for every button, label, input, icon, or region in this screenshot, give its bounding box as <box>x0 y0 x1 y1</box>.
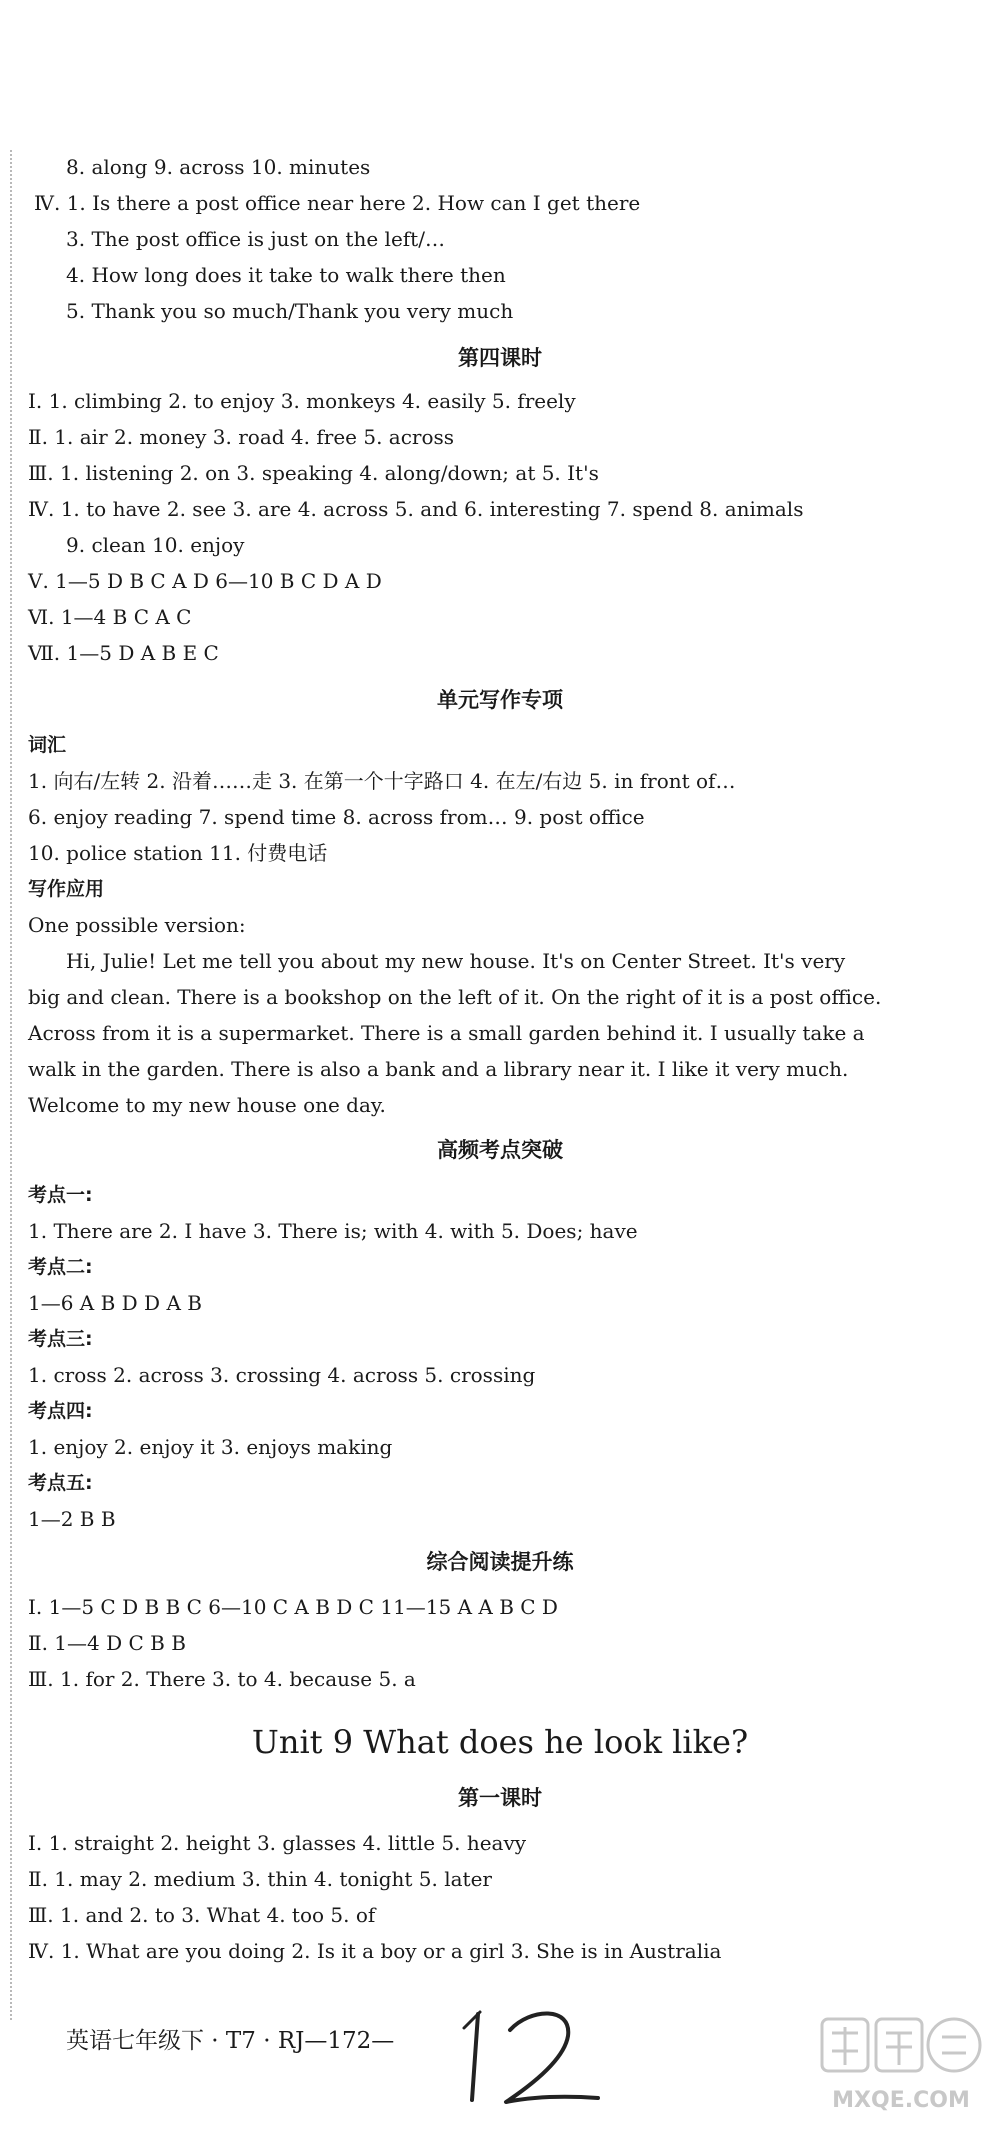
answer-line: Ⅱ. 1—4 D C B B <box>28 1631 186 1655</box>
answer-line: Ⅶ. 1—5 D A B E C <box>28 641 219 665</box>
essay-line: Welcome to my new house one day. <box>28 1093 386 1117</box>
answer-line: 5. Thank you so much/Thank you very much <box>66 299 514 323</box>
key-point-label: 考点一: <box>28 1184 93 1206</box>
handwritten-number-12 <box>450 2000 610 2110</box>
section-heading-writing: 单元写作专项 <box>437 688 563 712</box>
key-point-label: 考点五: <box>28 1472 93 1494</box>
answer-line: Ⅰ. 1—5 C D B B C 6—10 C A B D C 11—15 A A B C D <box>28 1595 558 1619</box>
answer-line: Ⅳ. 1. to have 2. see 3. are 4. across 5. and 6. interesting 7. spend 8. animals <box>28 497 804 521</box>
answer-line: Ⅱ. 1. may 2. medium 3. thin 4. tonight 5. later <box>28 1867 492 1891</box>
section-heading-lesson4: 第四课时 <box>458 346 542 370</box>
key-point-answer: 1. There are 2. I have 3. There is; with 4. with 5. Does; have <box>28 1219 638 1243</box>
answer-line: Ⅰ. 1. straight 2. height 3. glasses 4. little 5. heavy <box>28 1831 527 1855</box>
key-point-answer: 1. enjoy 2. enjoy it 3. enjoys making <box>28 1435 393 1459</box>
section-heading-reading: 综合阅读提升练 <box>426 1550 574 1574</box>
answer-line: Ⅲ. 1. for 2. There 3. to 4. because 5. a <box>28 1667 416 1691</box>
answer-line: 3. The post office is just on the left/… <box>66 227 445 251</box>
answer-line: 9. clean 10. enjoy <box>66 533 245 557</box>
key-point-label: 考点二: <box>28 1256 93 1278</box>
answer-line: Ⅲ. 1. listening 2. on 3. speaking 4. along/down; at 5. It's <box>28 461 599 485</box>
answer-line: 4. How long does it take to walk there then <box>66 263 506 287</box>
answer-line: 8. along 9. across 10. minutes <box>66 155 371 179</box>
page-footer: 英语七年级下 · T7 · RJ—172— <box>66 2028 395 2054</box>
key-point-answer: 1—6 A B D D A B <box>28 1291 202 1315</box>
answer-line: Ⅴ. 1—5 D B C A D 6—10 B C D A D <box>28 569 382 593</box>
key-point-answer: 1—2 B B <box>28 1507 116 1531</box>
essay-line: Hi, Julie! Let me tell you about my new house. It's on Center Street. It's very <box>66 949 846 973</box>
writing-application-label: 写作应用 <box>28 878 105 900</box>
version-label: One possible version: <box>28 913 246 937</box>
vocab-label: 词汇 <box>28 734 67 756</box>
answer-line: Ⅳ. 1. Is there a post office near here 2. How can I get there <box>34 191 641 215</box>
watermark-logo <box>816 2011 986 2121</box>
key-point-answer: 1. cross 2. across 3. crossing 4. across 5. crossing <box>28 1363 536 1387</box>
vocab-line: 10. police station 11. 付费电话 <box>28 841 328 865</box>
answer-line: Ⅱ. 1. air 2. money 3. road 4. free 5. across <box>28 425 455 449</box>
key-point-label: 考点四: <box>28 1400 93 1422</box>
answer-line: Ⅵ. 1—4 B C A C <box>28 605 192 629</box>
answer-line: Ⅳ. 1. What are you doing 2. Is it a boy or a girl 3. She is in Australia <box>28 1939 722 1963</box>
svg-text:MXQE.COM: MXQE.COM <box>832 2088 970 2113</box>
essay-line: walk in the garden. There is also a bank and a library near it. I like it very much. <box>28 1057 849 1081</box>
vocab-line: 1. 向右/左转 2. 沿着……走 3. 在第一个十字路口 4. 在左/右边 5. in front of… <box>28 769 736 793</box>
section-heading-high-frequency: 高频考点突破 <box>437 1138 563 1162</box>
answer-line: Ⅰ. 1. climbing 2. to enjoy 3. monkeys 4. easily 5. freely <box>28 389 576 413</box>
answer-line: Ⅲ. 1. and 2. to 3. What 4. too 5. of <box>28 1903 376 1927</box>
vocab-line: 6. enjoy reading 7. spend time 8. across from… 9. post office <box>28 805 645 829</box>
essay-line: big and clean. There is a bookshop on the left of it. On the right of it is a post office. <box>28 985 882 1009</box>
essay-line: Across from it is a supermarket. There is a small garden behind it. I usually take a <box>28 1021 865 1045</box>
key-point-label: 考点三: <box>28 1328 93 1350</box>
unit-title: Unit 9 What does he look like? <box>251 1723 749 1761</box>
section-heading-lesson1: 第一课时 <box>458 1786 542 1810</box>
